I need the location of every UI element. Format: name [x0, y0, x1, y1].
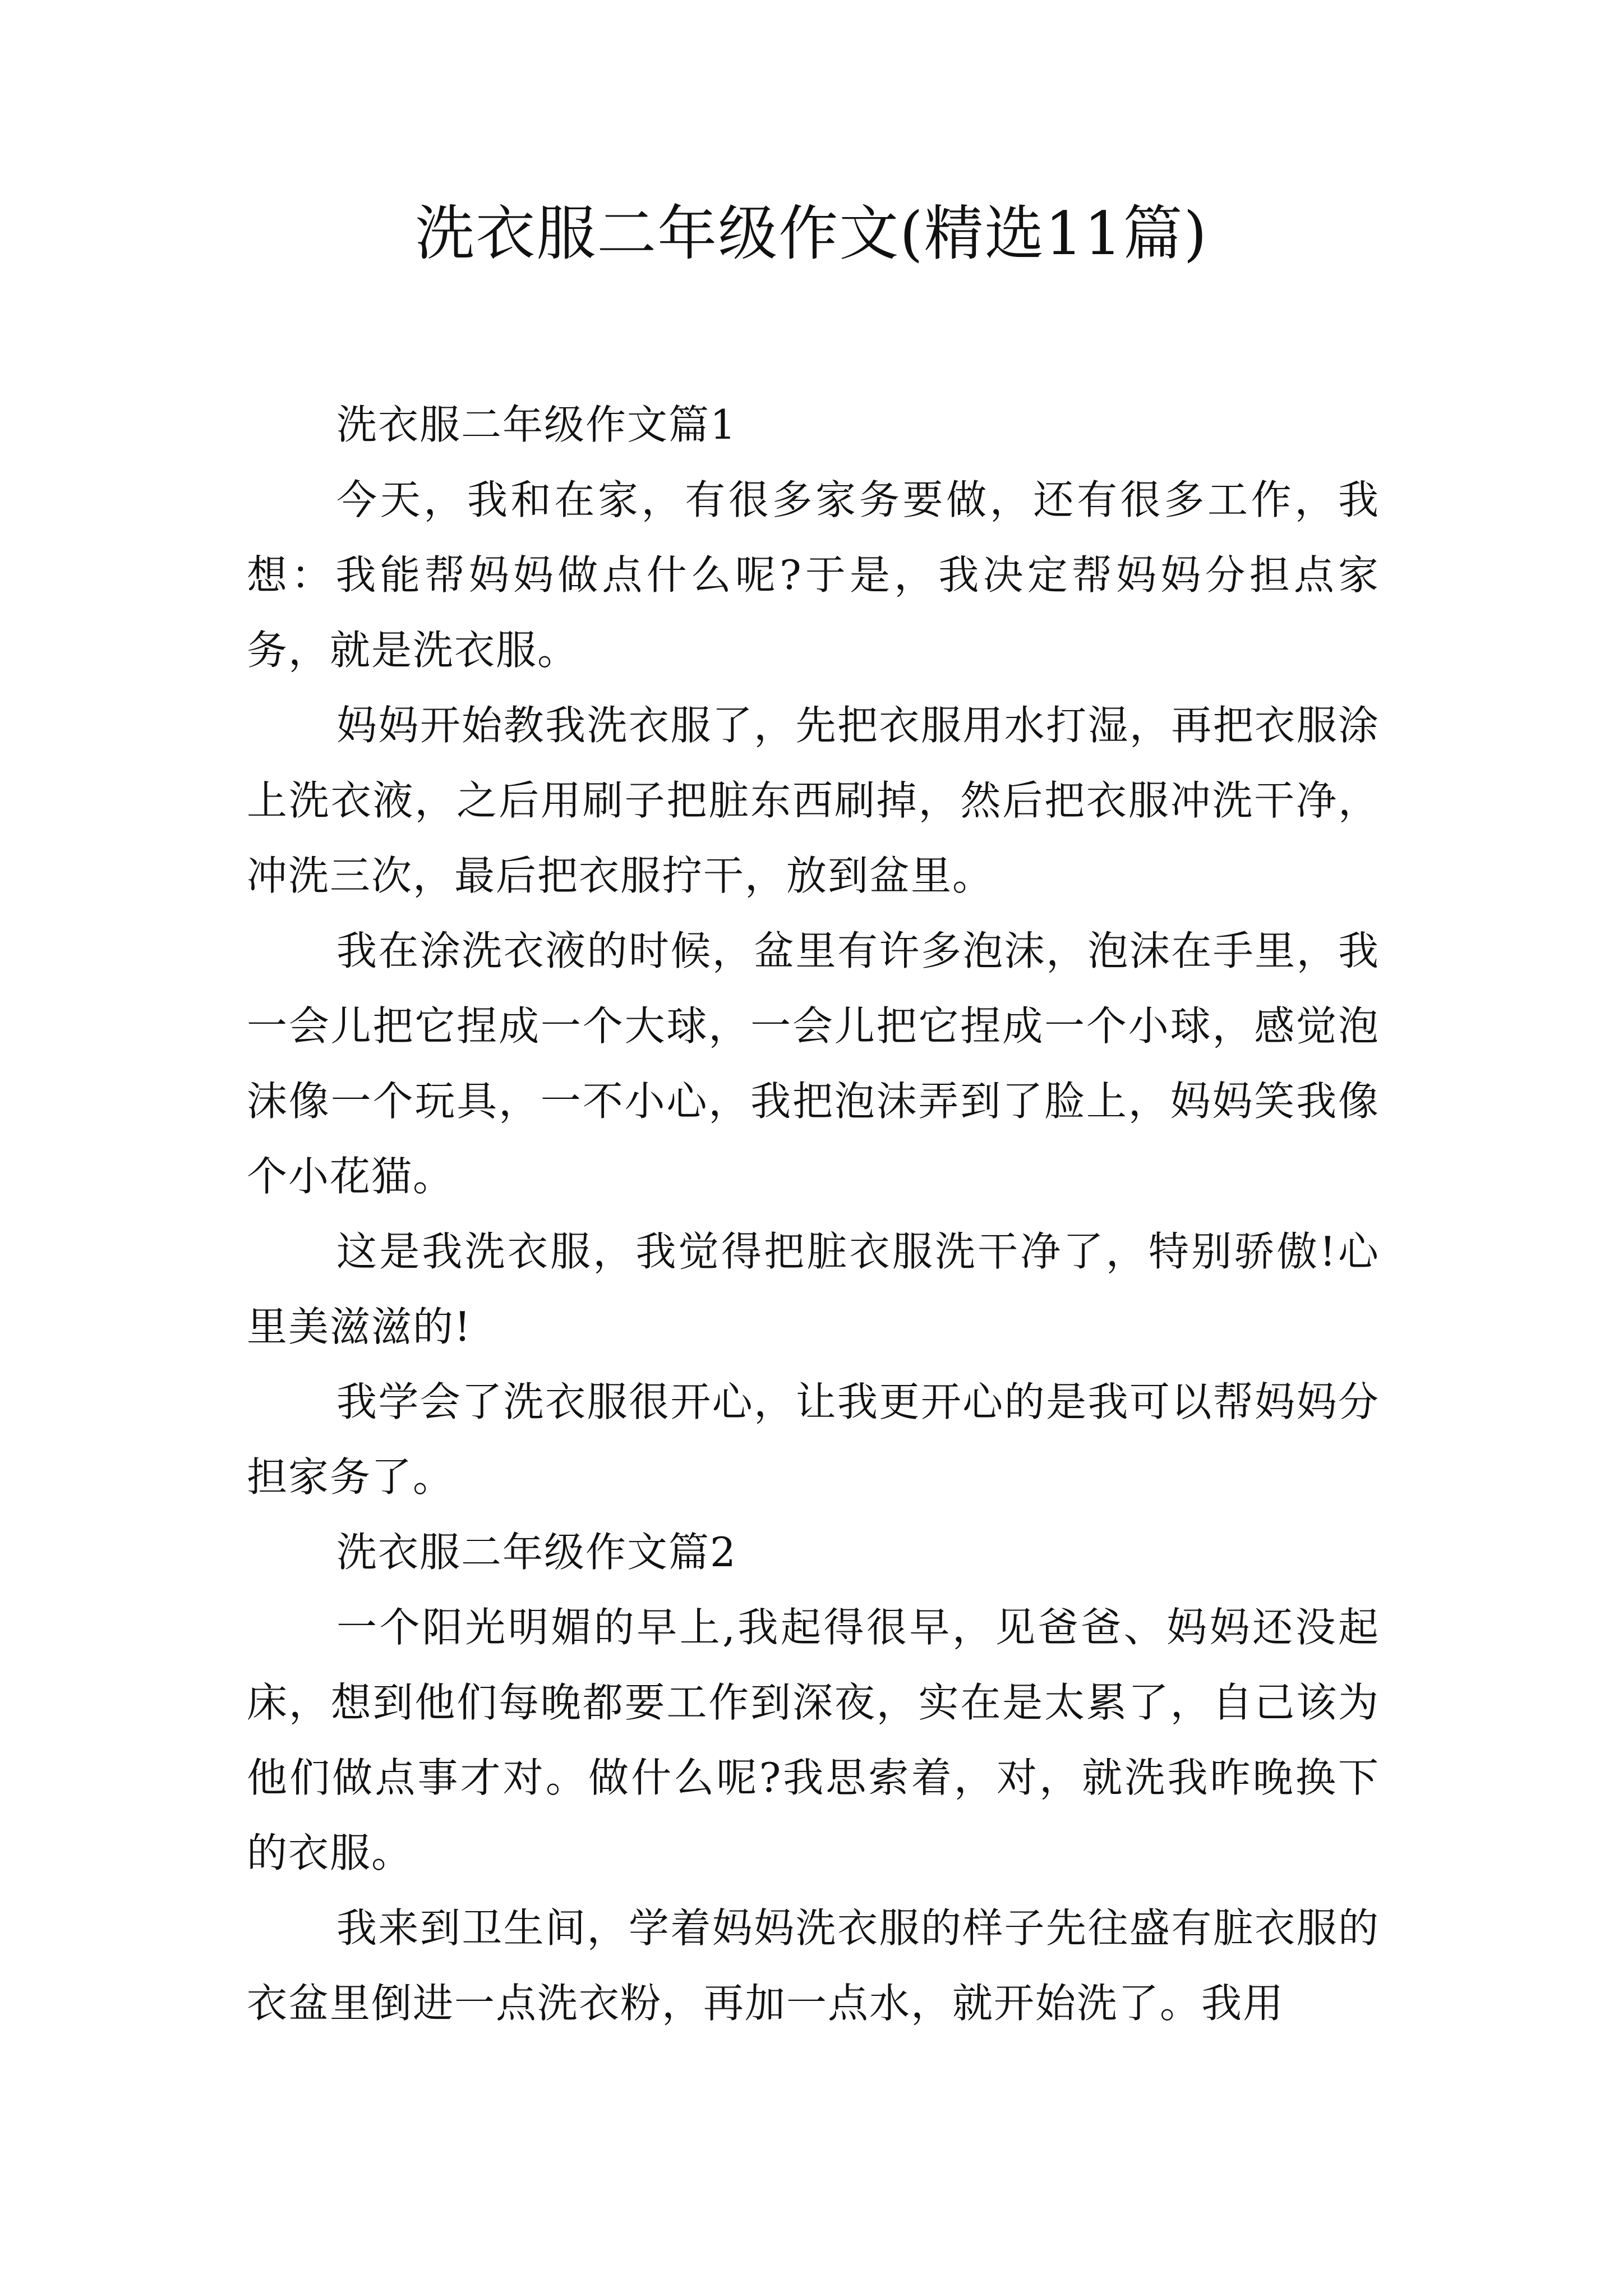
paragraph: 今天，我和在家，有很多家务要做，还有很多工作，我想：我能帮妈妈做点什么呢?于是，我决定帮妈妈分担点家务，就是洗衣服。 [247, 476, 1380, 674]
paragraph: 这是我洗衣服，我觉得把脏衣服洗干净了，特别骄傲!心里美滋滋的! [247, 1228, 1380, 1350]
paragraph: 我在涂洗衣液的时候，盆里有许多泡沫，泡沫在手里，我一会儿把它捏成一个大球，一会儿把它捏成一个小球，感觉泡沫像一个玩具，一不小心，我把泡沫弄到了脸上，妈妈笑我像个小花猫。 [247, 927, 1380, 1200]
paragraph: 我学会了洗衣服很开心，让我更开心的是我可以帮妈妈分担家务了。 [247, 1378, 1380, 1501]
paragraph: 妈妈开始教我洗衣服了，先把衣服用水打湿，再把衣服涂上洗衣液，之后用刷子把脏东西刷掉，然后把衣服冲洗干净，冲洗三次，最后把衣服拧干，放到盆里。 [247, 702, 1380, 899]
document-title: 洗衣服二年级作文(精选11篇) [415, 199, 1208, 268]
section-heading: 洗衣服二年级作文篇1 [336, 401, 737, 448]
paragraph: 一个阳光明媚的早上,我起得很早，见爸爸、妈妈还没起床，想到他们每晚都要工作到深夜，实在是太累了，自己该为他们做点事才对。做什么呢?我思索着，对，就洗我昨晚换下的衣服。 [247, 1604, 1380, 1876]
section-heading: 洗衣服二年级作文篇2 [336, 1529, 737, 1576]
document-body [247, 387, 1380, 2041]
paragraph: 我来到卫生间，学着妈妈洗衣服的样子先往盛有脏衣服的衣盆里倒进一点洗衣粉，再加一点水，就开始洗了。我用 [247, 1904, 1380, 2027]
